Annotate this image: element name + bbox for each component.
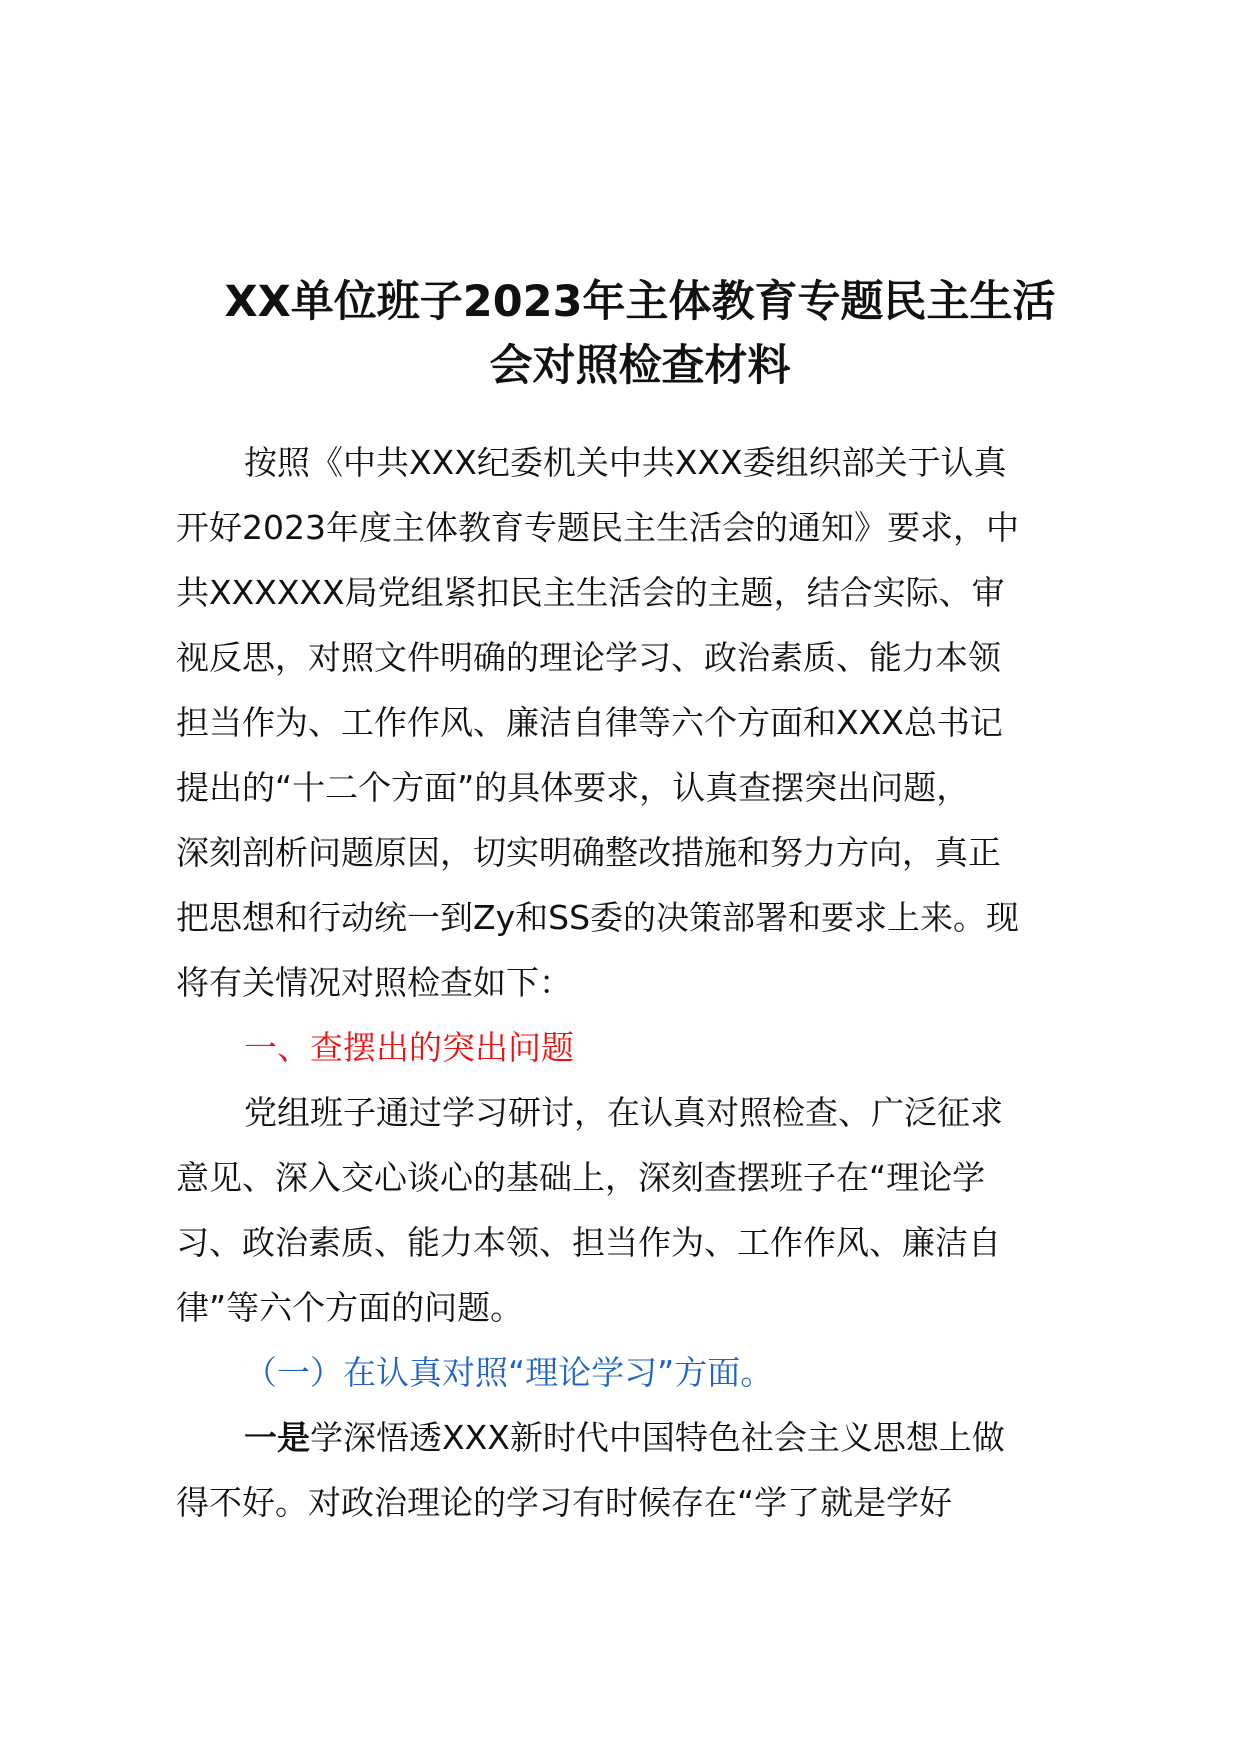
intro-line: 深刻剖析问题原因，切实明确整改措施和努力方向，真正 <box>176 833 1001 872</box>
section-one-line: 意见、深入交心谈心的基础上，深刻查摆班子在“理论学 <box>176 1158 986 1197</box>
intro-line: 开好2023年度主体教育专题民主生活会的通知》要求，中 <box>176 508 1019 547</box>
document-title <box>160 270 1120 398</box>
point-one-paragraph <box>176 1405 1108 1535</box>
subsection-heading-block <box>176 1340 1108 1405</box>
intro-line: 按照《中共XXX纪委机关中共XXX委组织部关于认真 <box>244 443 1007 482</box>
section-one-heading: 一、查摆出的突出问题 <box>244 1028 574 1067</box>
point-one-line-1 <box>176 1405 1108 1470</box>
point-one-line-2: 得不好。对政治理论的学习有时候存在“学了就是学好 <box>176 1483 953 1522</box>
section-one-heading-block <box>176 1015 1108 1080</box>
title-line-1: XX单位班子2023年主体教育专题民主生活 <box>224 277 1056 327</box>
section-one-line: 党组班子通过学习研讨，在认真对照检查、广泛征求 <box>244 1093 1003 1132</box>
intro-line: 把思想和行动统一到Zy和SS委的决策部署和要求上来。现 <box>176 898 1020 937</box>
subsection-heading: （一）在认真对照“理论学习”方面。 <box>244 1353 774 1392</box>
intro-paragraph <box>176 430 1108 1015</box>
document-body <box>176 430 1108 1535</box>
intro-line: 提出的“十二个方面”的具体要求，认真查摆突出问题， <box>176 768 970 807</box>
point-one-lead: 一是 <box>244 1418 310 1457</box>
title-line-2: 会对照检查材料 <box>489 341 791 391</box>
intro-line: 将有关情况对照检查如下： <box>176 963 572 1002</box>
section-one-paragraph <box>176 1080 1108 1340</box>
section-one-line: 习、政治素质、能力本领、担当作为、工作作风、廉洁自 <box>176 1223 1001 1262</box>
intro-line: 视反思，对照文件明确的理论学习、政治素质、能力本领 <box>176 638 1001 677</box>
intro-line: 共XXXXXX局党组紧扣民主生活会的主题，结合实际、审 <box>176 573 1005 612</box>
intro-line: 担当作为、工作作风、廉洁自律等六个方面和XXX总书记 <box>176 703 1003 742</box>
section-one-line: 律”等六个方面的问题。 <box>176 1288 524 1327</box>
point-one-text: 学深悟透XXX新时代中国特色社会主义思想上做 <box>310 1418 1005 1457</box>
